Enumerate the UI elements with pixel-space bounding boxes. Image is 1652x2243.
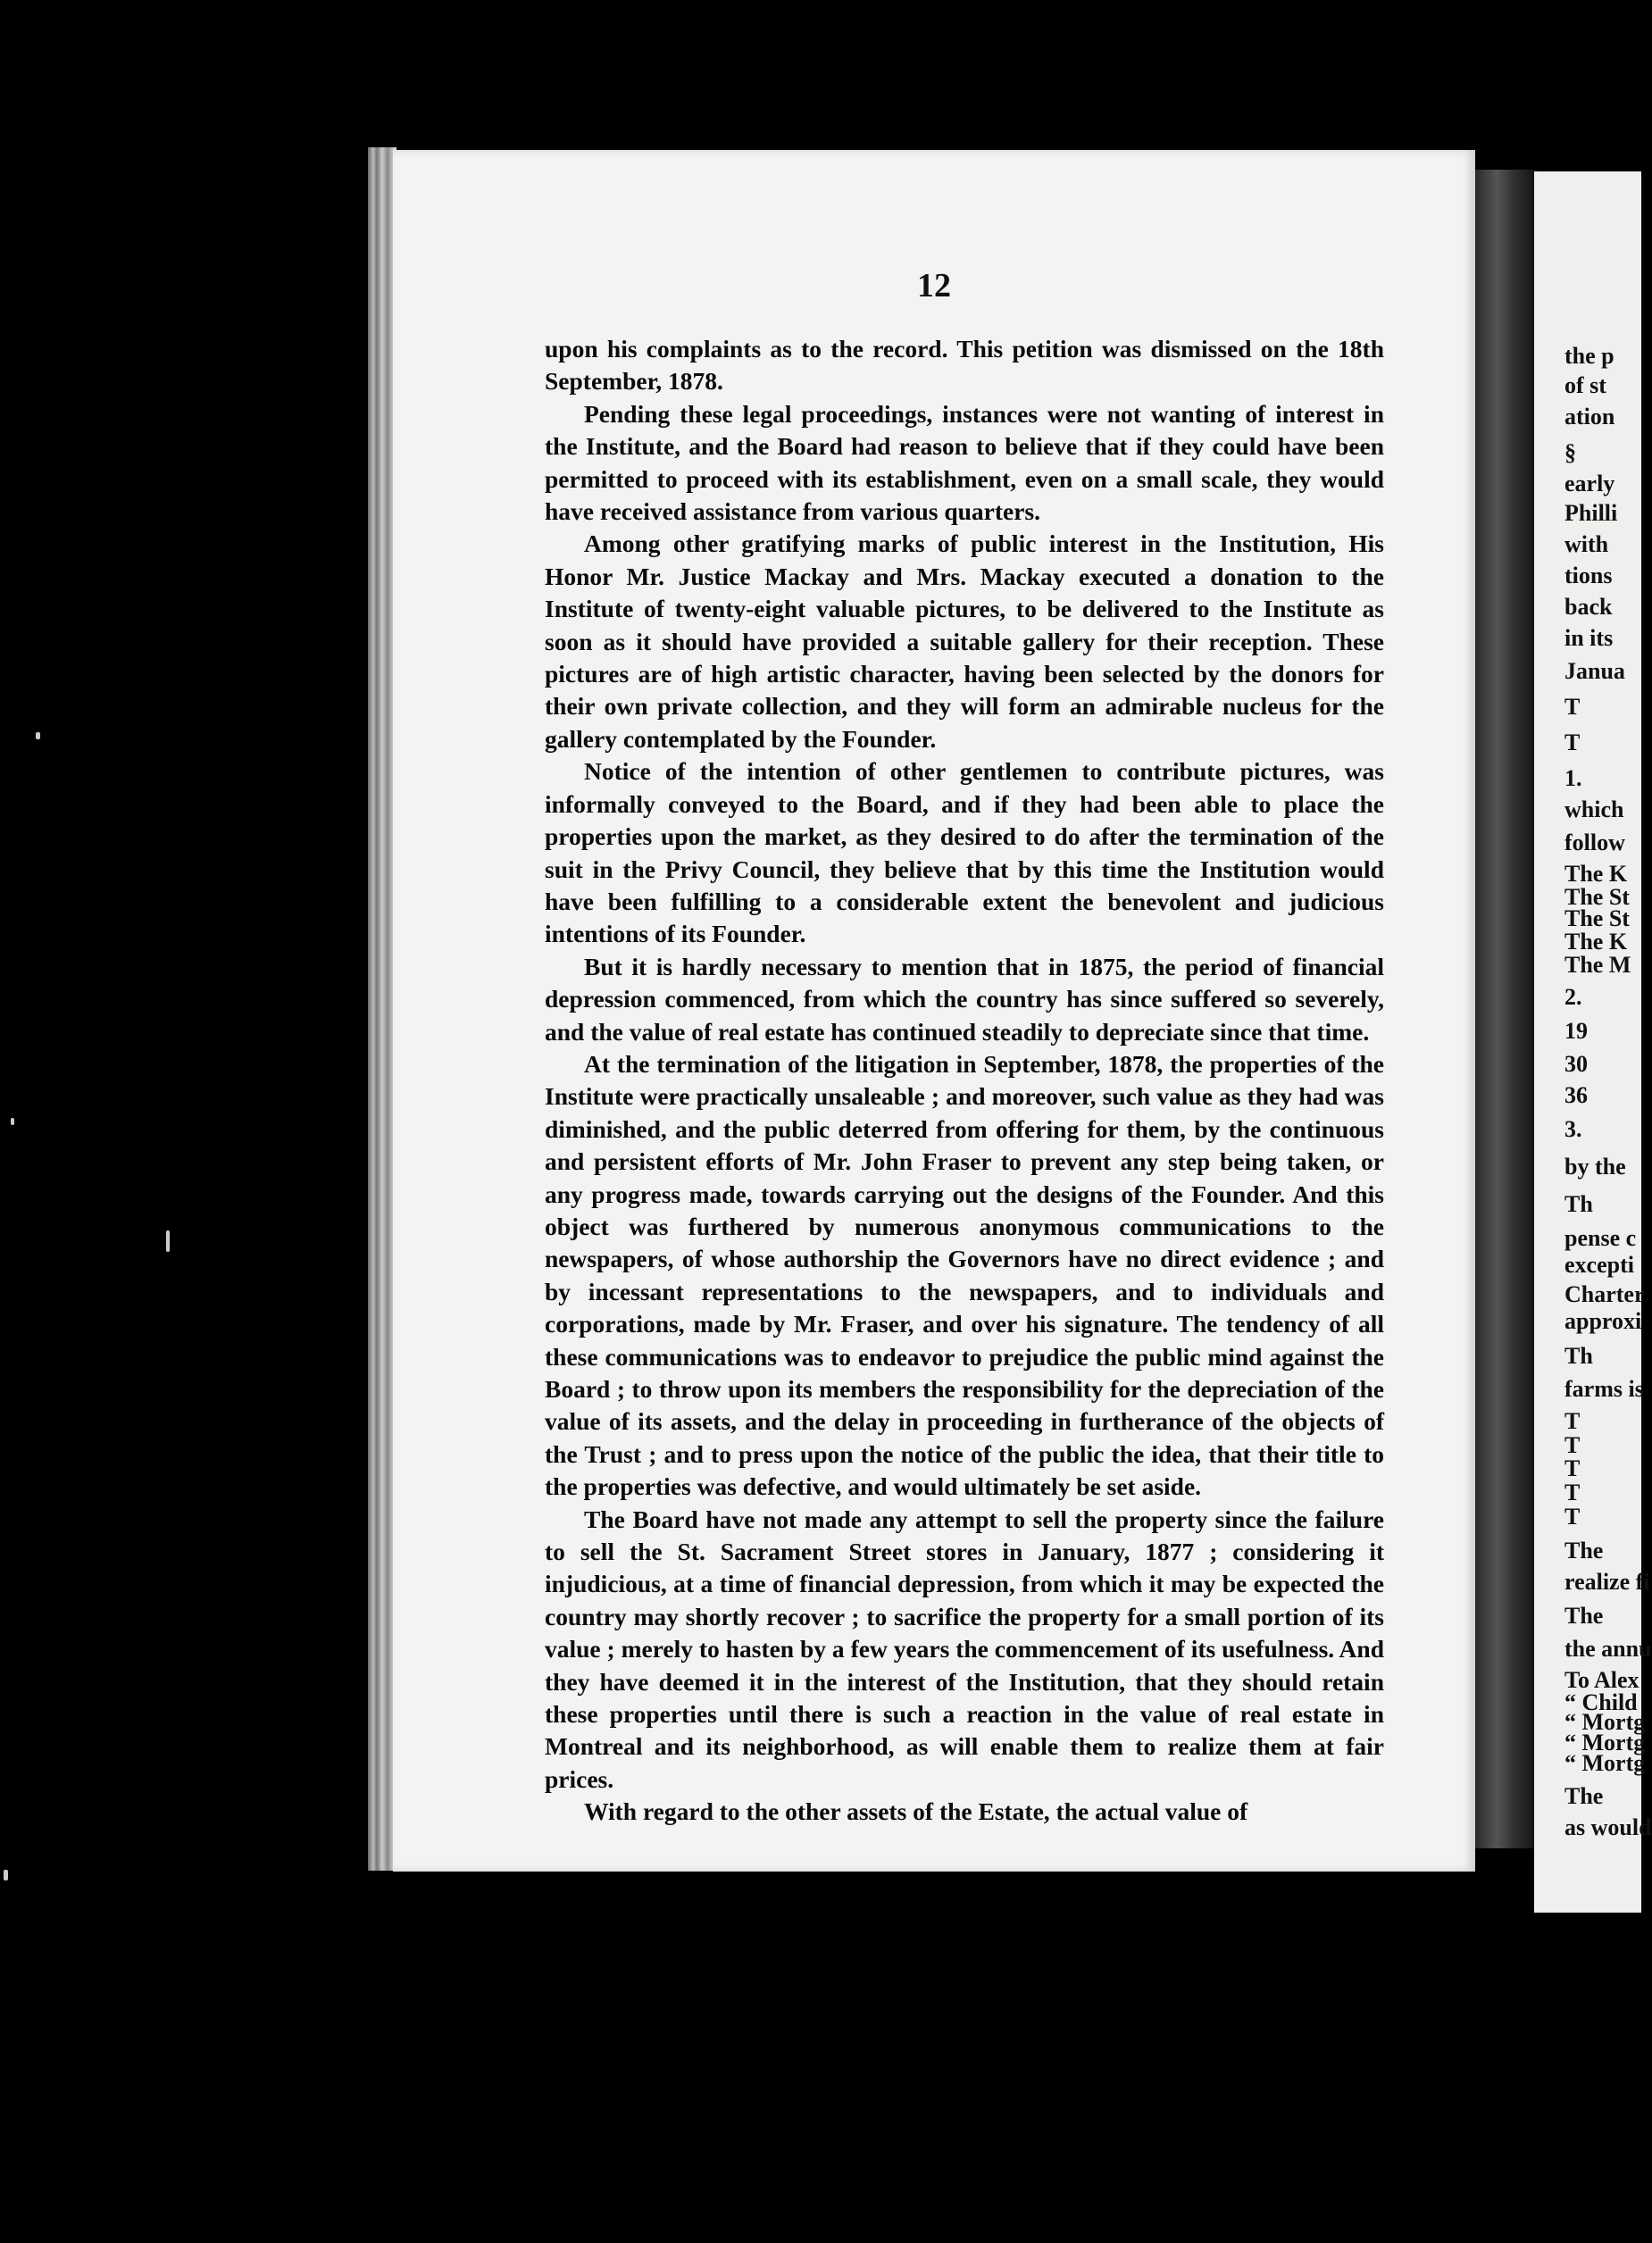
right-page-line: the annu [1564, 1636, 1652, 1662]
right-page-line: 2. [1564, 984, 1582, 1010]
paragraph: Pending these legal proceedings, instances were not wanting of interest in the Institute, and the Board had reason to believe that if they could have been permitted to proceed with its establishment, even on a small scale, they would have received assistance from various quarters. [545, 399, 1384, 526]
right-page-line: Philli [1564, 500, 1618, 526]
right-page-line: with [1564, 531, 1609, 557]
paragraph: Among other gratifying marks of public interest in the Institution, His Honor Mr. Justice Mackay and Mrs. Mackay executed a donation to the Institute of twenty-eight valuable pictures, to be delivered to the Institute as soon as it should have provided a suitable gallery for their reception. These pictures are of high artistic character, having been selected by the donors for their own private collection, and they will form an admirable nucleus for the gallery contemplated by the Founder. [545, 529, 1384, 753]
right-page-line: To Alex [1564, 1667, 1639, 1693]
right-page-line: T [1564, 694, 1581, 720]
right-page-line: excepti [1564, 1252, 1634, 1278]
right-page-line: follow [1564, 830, 1625, 855]
right-page-line: T [1564, 1480, 1581, 1505]
right-page-fragment [1534, 171, 1652, 1913]
right-page-line: of st [1564, 372, 1606, 398]
right-page-line: “ Mortg [1564, 1750, 1646, 1776]
paragraph: The Board have not made any attempt to sell the property since the failure to sell the St. Sacrament Street stores in January, 1877 ; considering it injudicious, at a time of financial depression, from which it may be expected the country may shortly recover ; to sacrifice the property for a small portion of its value ; merely to hasten by a few years the commencement of its usefulness. And they have deemed it in the interest of the Institution, that they should retain these properties until there is such a reaction in the value of real estate in Montreal and its neighborhood, as will enable them to realize them at fair prices. [545, 1505, 1384, 1793]
right-page-line: Th [1564, 1343, 1593, 1369]
right-page-line: Th [1564, 1191, 1593, 1217]
right-page-line: 30 [1564, 1051, 1588, 1077]
right-page-line: back [1564, 594, 1613, 620]
scan-speck [36, 732, 40, 739]
page-text [545, 333, 1384, 1829]
right-page-line: The M [1564, 952, 1631, 978]
paragraph: At the termination of the litigation in September, 1878, the properties of the Institute were practically unsaleable ; and moreover, such value as they had was diminished, and the public deterred from offering for them, by the continuous and persistent efforts of Mr. John Fraser to prevent any step being taken, or any progress made, towards carrying out the designs of the Founder. And this object was furthered by numerous anonymous communications to the newspapers, of whose authorship the Governors have no direct evidence ; and by incessant representations to the newspapers, and to individuals and corporations, made by Mr. Fraser, and over his signature. The tendency of all these communications was to endeavor to prejudice the public mind against the Board ; to throw upon its members the responsibility for the depreciation of the value of its assets, and the delay in proceeding in furtherance of the objects of the Trust ; and to press upon the notice of the public the idea, that their title to the properties was defective, and would ultimately be set aside. [545, 1049, 1384, 1501]
right-page-line: “ Child [1564, 1689, 1638, 1715]
scan-speck [11, 1118, 14, 1125]
right-page-line: approxi [1564, 1308, 1642, 1334]
right-page-line: T [1564, 1432, 1581, 1458]
right-page-line: The [1564, 1538, 1604, 1563]
right-page-line: “ Mortg [1564, 1709, 1646, 1735]
right-page-line: T [1564, 1408, 1581, 1434]
right-page-line: T [1564, 1504, 1581, 1530]
scan-speck [166, 1230, 170, 1252]
right-page-line: 36 [1564, 1082, 1588, 1108]
right-page-line: The [1564, 1603, 1604, 1629]
right-page-line: Janua [1564, 658, 1625, 684]
right-page-line: 19 [1564, 1018, 1588, 1044]
right-page-line: The K [1564, 861, 1628, 887]
right-page-line: “ Mortg [1564, 1730, 1646, 1755]
book-gutter [1475, 170, 1538, 1848]
right-page-line: The St [1564, 905, 1630, 931]
right-page-line: tions [1564, 563, 1613, 588]
paragraph: Notice of the intention of other gentlemen to contribute pictures, was informally conveyed to the Board, and if they had been able to place the properties upon the market, as they desired to do after the termination of the suit in the Privy Council, they believe that by this time the Institution would have been fulfilling to a considerable extent the benevolent and judicious intentions of its Founder. [545, 757, 1384, 948]
right-page-line: pense c [1564, 1225, 1637, 1251]
right-page-line: ation [1564, 404, 1615, 429]
right-page-line: The K [1564, 929, 1628, 955]
page-number: 12 [917, 267, 951, 304]
right-page-line: 1. [1564, 765, 1582, 791]
paragraph: With regard to the other assets of the Estate, the actual value of [584, 1797, 1248, 1826]
right-page-line: The [1564, 1783, 1604, 1809]
right-page-line: Charter [1564, 1281, 1645, 1307]
right-page-line: in its [1564, 625, 1614, 651]
right-page-line: § [1564, 439, 1576, 465]
right-page-line: realize fi [1564, 1569, 1650, 1595]
paragraph: upon his complaints as to the record. This petition was dismissed on the 18th September, 1878. [545, 335, 1384, 396]
left-page [393, 150, 1475, 1872]
right-page-line: which [1564, 796, 1624, 822]
right-page-line: T [1564, 1455, 1581, 1481]
paragraph: But it is hardly necessary to mention that in 1875, the period of financial depression commenced, from which the country has since suffered so severely, and the value of real estate has continued steadily to depreciate since that time. [545, 952, 1384, 1046]
right-page-line: as would [1564, 1814, 1652, 1840]
right-page-line: T [1564, 730, 1581, 755]
scan-speck [4, 1870, 8, 1880]
right-page-line: by the [1564, 1154, 1626, 1180]
right-page-line: the p [1564, 343, 1614, 369]
right-page-line: The St [1564, 884, 1630, 910]
right-page-line: farms is [1564, 1376, 1644, 1402]
right-page-line: 3. [1564, 1116, 1582, 1142]
right-page-line: early [1564, 471, 1615, 496]
